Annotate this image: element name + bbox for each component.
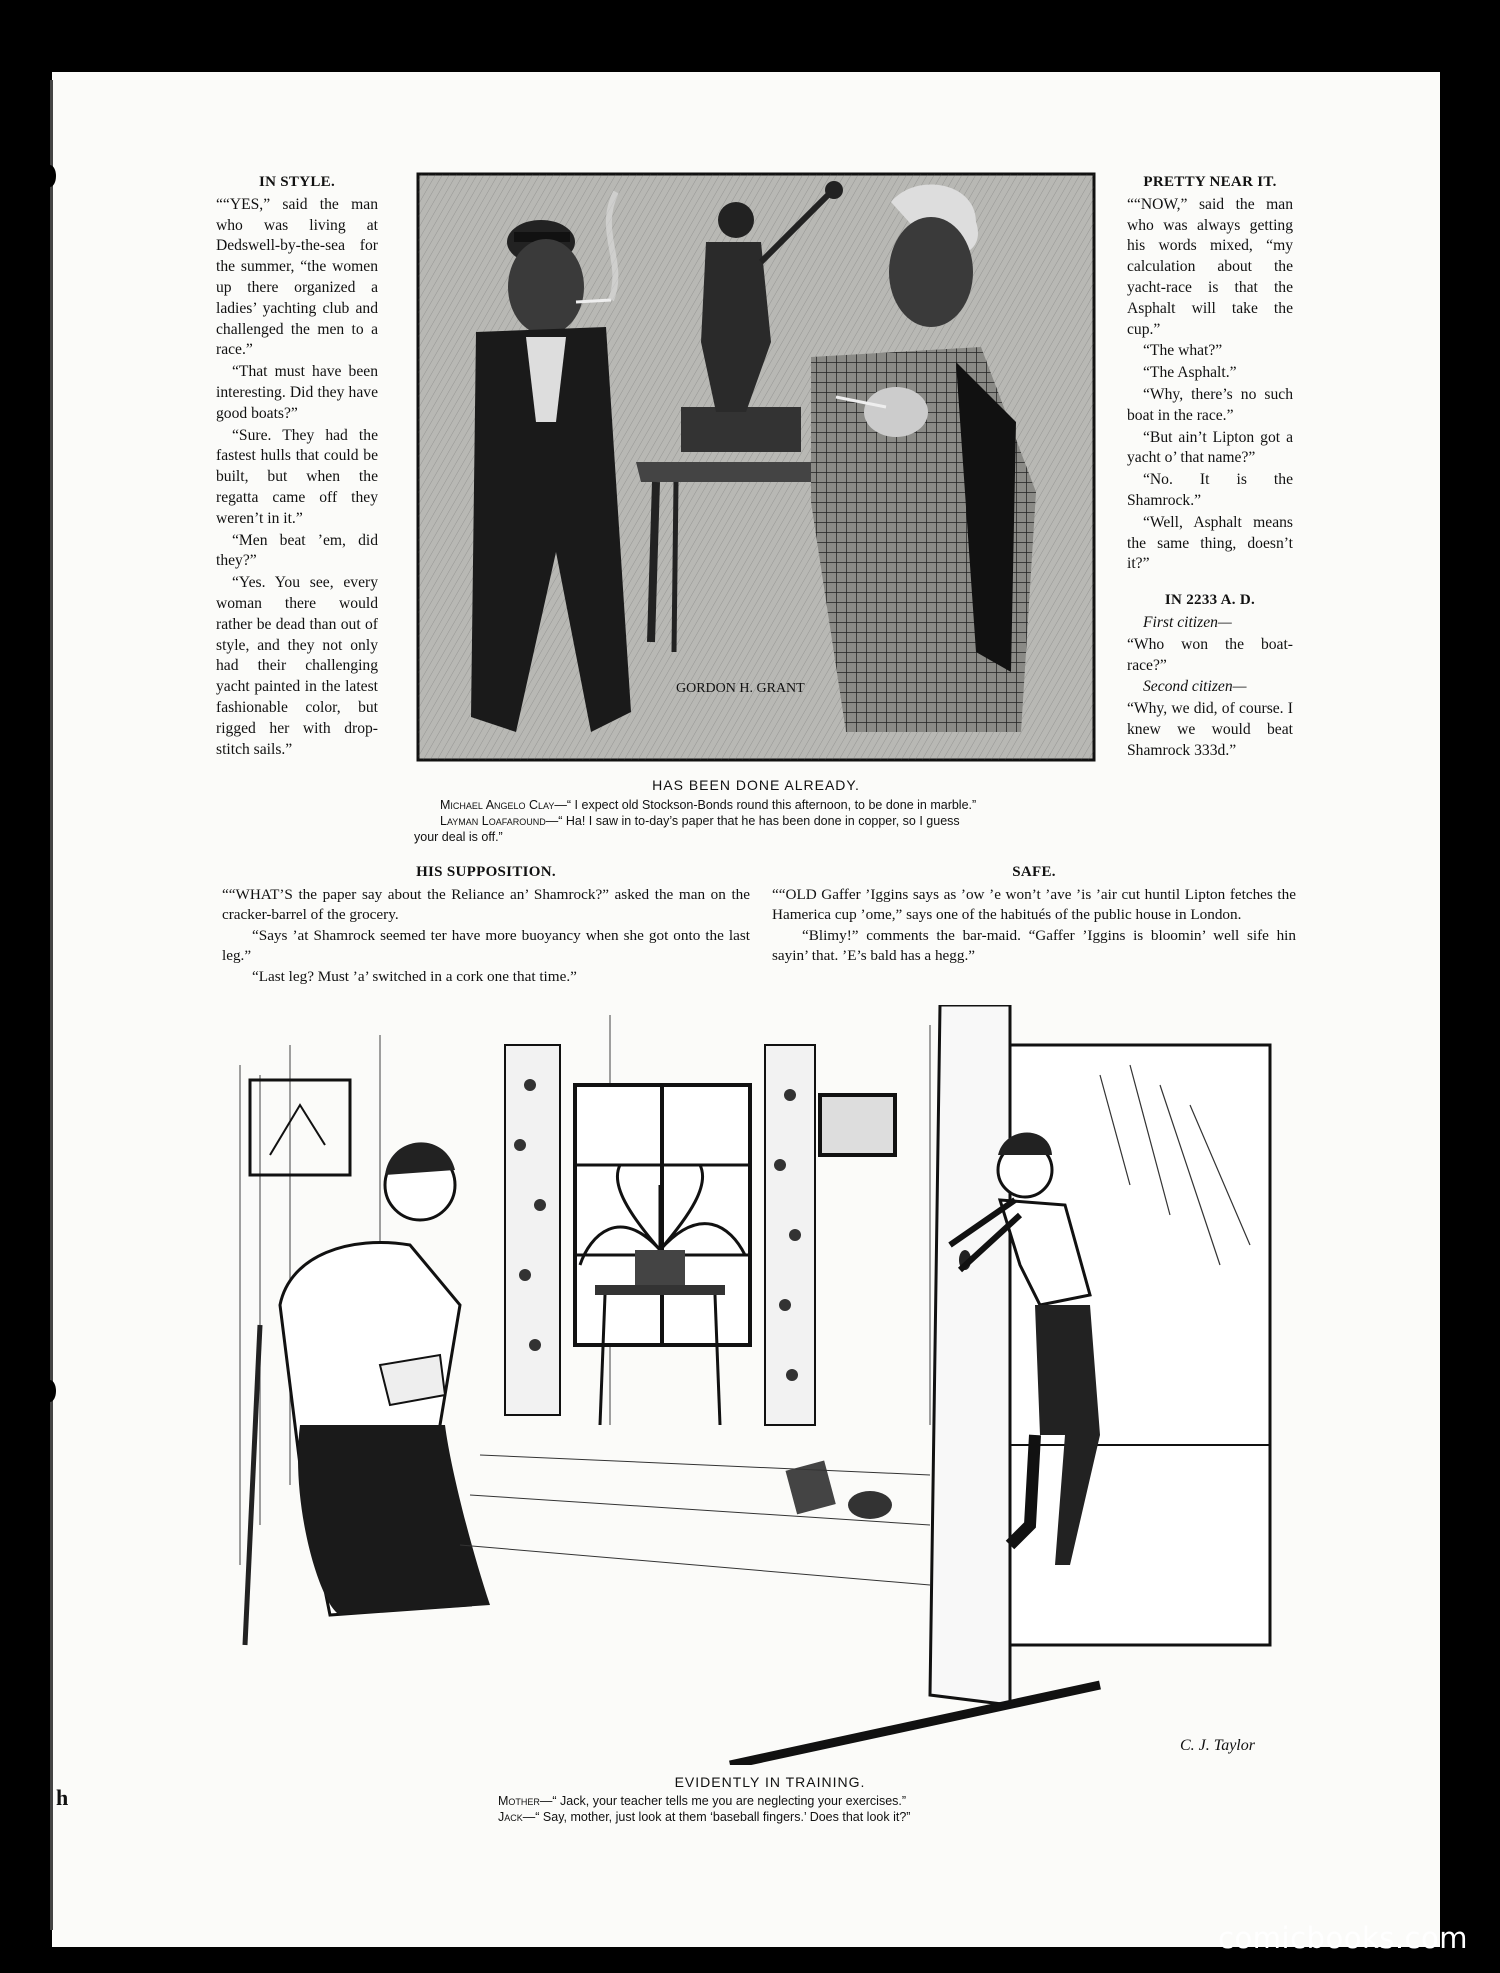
bottom-cartoon-title: EVIDENTLY IN TRAINING. xyxy=(674,1774,866,1790)
baseball-cartoon xyxy=(230,1005,1310,1765)
binding-hole xyxy=(44,165,56,187)
mother-and-son-illustration xyxy=(230,1005,1310,1765)
pretty-near-it-paragraph: “Well, Asphalt means the same thing, doesn’t it?” xyxy=(1127,513,1293,573)
in-style-paragraph: “Men beat ’em, did they?” xyxy=(216,531,378,570)
pretty-near-it-paragraph: “No. It is the Shamrock.” xyxy=(1127,471,1293,509)
pretty-near-it-heading: PRETTY NEAR IT. xyxy=(1143,174,1277,190)
pretty-near-it-paragraph: “Why, there’s no such boat in the race.” xyxy=(1127,385,1293,424)
second-citizen-label: Second citizen— xyxy=(1143,678,1247,696)
his-supposition-article xyxy=(222,862,750,987)
safe-paragraph: ““OLD Gaffer ’Iggins says as ’ow ’e won’t ’ave ’is ’air cut huntil Lipton fetches the Hamerica cup ’ome,” says one of the habitués of the public house in London. xyxy=(772,885,1296,923)
speaker-name: Michael Angelo Clay xyxy=(440,798,555,812)
pretty-near-it-paragraph: “The Asphalt.” xyxy=(1143,364,1237,382)
second-citizen-line: “Why, we did, of course. I knew we would beat Shamrock 333d.” xyxy=(1127,700,1293,759)
his-supposition-heading: HIS SUPPOSITION. xyxy=(416,864,556,880)
safe-paragraph: “Blimy!” comments the bar-maid. “Gaffer ’Iggins is bloomin’ well sife hin sayin’ that. ’E’s bald has a hegg.” xyxy=(772,926,1296,964)
in-style-paragraph: “Yes. You see, every woman there would rather be dead than out of style, and they not only had their challenging yacht painted in the latest fashionable color, but rigged her with drop-stitch sails.” xyxy=(216,574,378,758)
speaker-name: Mother xyxy=(498,1794,540,1808)
bottom-caption-line-1 xyxy=(498,1794,906,1808)
site-watermark: comicbooks.com xyxy=(1218,1921,1468,1955)
top-caption-line-3: your deal is off.” xyxy=(414,830,503,844)
artist-signature: C. J. Taylor xyxy=(1180,1737,1255,1754)
page-spine xyxy=(50,80,53,1930)
in-style-paragraph: ““YES,” said the man who was living at Dedswell-by-the-sea for the summer, “the women up there organized a ladies’ yachting club and challenged the men to a race.” xyxy=(216,195,378,359)
caption-text: —“ I expect old Stockson-Bonds round this afternoon, to be done in marble.” xyxy=(554,798,977,812)
sculptor-illustration xyxy=(416,172,1096,762)
speaker-name: Jack xyxy=(498,1810,523,1824)
safe-article xyxy=(772,862,1296,967)
sculptor-cartoon xyxy=(416,172,1096,762)
caption-text: —“ Ha! I saw in to-day’s paper that he has been done in copper, so I guess xyxy=(545,814,960,828)
bottom-caption-line-2 xyxy=(498,1810,910,1824)
margin-fragment: h xyxy=(56,1785,69,1810)
in-style-column xyxy=(216,172,378,761)
in-style-heading: IN STYLE. xyxy=(258,174,336,190)
binding-hole xyxy=(44,1380,56,1402)
pretty-near-it-paragraph: “The what?” xyxy=(1143,342,1223,360)
top-cartoon-title: HAS BEEN DONE ALREADY. xyxy=(652,777,860,793)
top-caption-line-2 xyxy=(440,814,960,828)
top-caption-line-1 xyxy=(440,798,976,812)
caption-text: —“ Say, mother, just look at them ‘baseball fingers.’ Does that look it?” xyxy=(522,1810,911,1824)
his-supposition-paragraph: “Says ’at Shamrock seemed ter have more buoyancy when she got onto the last leg.” xyxy=(222,926,750,964)
in-style-paragraph: “Sure. They had the fastest hulls that could be built, but when the regatta came off they weren’t in it.” xyxy=(216,426,378,527)
speaker-name: Layman Loafaround xyxy=(440,814,546,828)
in-2233-heading: IN 2233 A. D. xyxy=(1164,592,1256,609)
first-citizen-line: “Who won the boat-race?” xyxy=(1127,635,1293,674)
his-supposition-paragraph: ““WHAT’S the paper say about the Reliance an’ Shamrock?” asked the man on the cracker-barrel of the grocery. xyxy=(222,885,750,923)
pretty-near-it-paragraph: ““NOW,” said the man who was always getting his words mixed, “my calculation about the yacht-race is that the Asphalt will take the cup.” xyxy=(1127,195,1293,338)
safe-heading: SAFE. xyxy=(1012,864,1056,880)
sculptor-signature: GORDON H. GRANT xyxy=(676,681,805,696)
his-supposition-paragraph: “Last leg? Must ’a’ switched in a cork one that time.” xyxy=(252,967,577,985)
caption-text: —“ Jack, your teacher tells me you are neglecting your exercises.” xyxy=(539,1794,907,1808)
pretty-near-it-paragraph: “But ain’t Lipton got a yacht o’ that name?” xyxy=(1127,428,1293,467)
first-citizen-label: First citizen— xyxy=(1143,613,1232,631)
in-style-paragraph: “That must have been interesting. Did they have good boats?” xyxy=(216,363,378,422)
pretty-near-it-column xyxy=(1127,172,1293,763)
